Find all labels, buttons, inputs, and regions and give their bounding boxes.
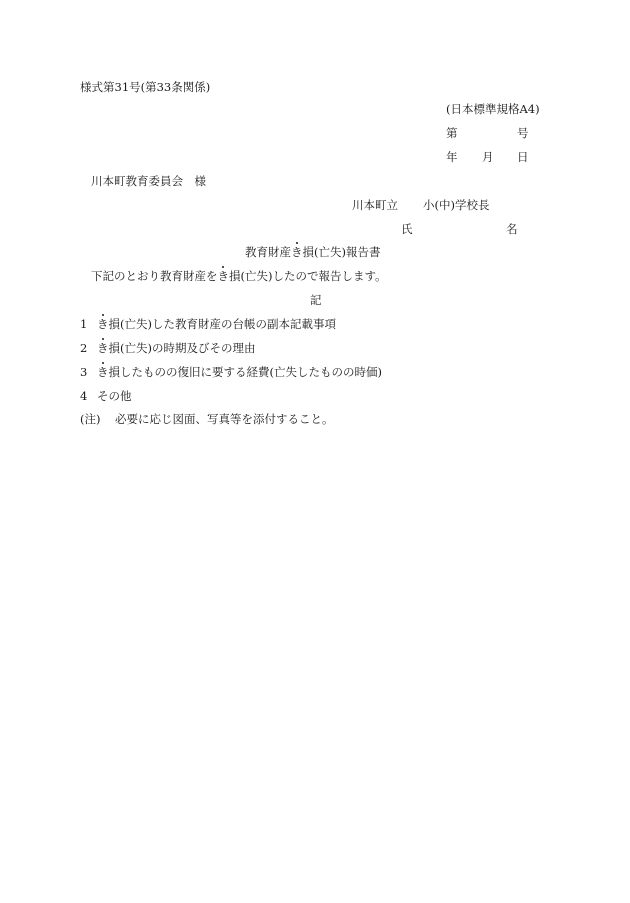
note-label: (注) [80,412,101,426]
intro-rest: 損(亡失)したので報告します。 [229,269,387,283]
list-item [97,317,336,331]
item-text: 損(亡失)した教育財産の台帳の副本記載事項 [108,317,336,331]
form-number: 様式第31号(第33条関係) [80,80,211,94]
ki-label: 記 [310,293,322,307]
item-number: 2 [80,341,88,355]
intro-sentence [91,269,387,283]
name-label-first: 氏 [401,222,413,236]
name-label-second: 名 [506,222,518,236]
date-year: 年 [446,150,458,164]
paper-size-label: (日本標準規格A4) [446,102,540,116]
title-ki: き [291,245,303,259]
item-ki: き [97,365,109,379]
school-type: 小(中)学校長 [423,198,490,212]
item-number: 1 [80,317,88,331]
item-text: 損したものの復旧に要する経費(亡失したものの時価) [108,365,382,379]
intro-ki: き [217,269,229,283]
date-day: 日 [517,150,529,164]
note-text: 必要に応じ図面、写真等を添付すること。 [115,412,334,426]
item-ki: き [97,317,109,331]
intro-pre: 下記のとおり教育財産を [91,269,218,283]
title-rest: 損(亡失)報告書 [302,245,381,259]
title-pre: 教育財産 [245,245,291,259]
doc-number-prefix: 第 [446,126,458,140]
report-title [245,245,380,259]
item-ki: き [97,341,109,355]
item-text: 損(亡失)の時期及びその理由 [108,341,256,355]
list-item [97,389,132,403]
school-prefix: 川本町立 [352,198,398,212]
doc-number-suffix: 号 [517,126,529,140]
addressee: 川本町教育委員会 様 [91,174,206,188]
list-item [97,341,255,355]
list-item [97,365,382,379]
item-number: 4 [80,389,88,403]
item-text: その他 [97,389,132,403]
date-month: 月 [482,150,494,164]
item-number: 3 [80,365,88,379]
